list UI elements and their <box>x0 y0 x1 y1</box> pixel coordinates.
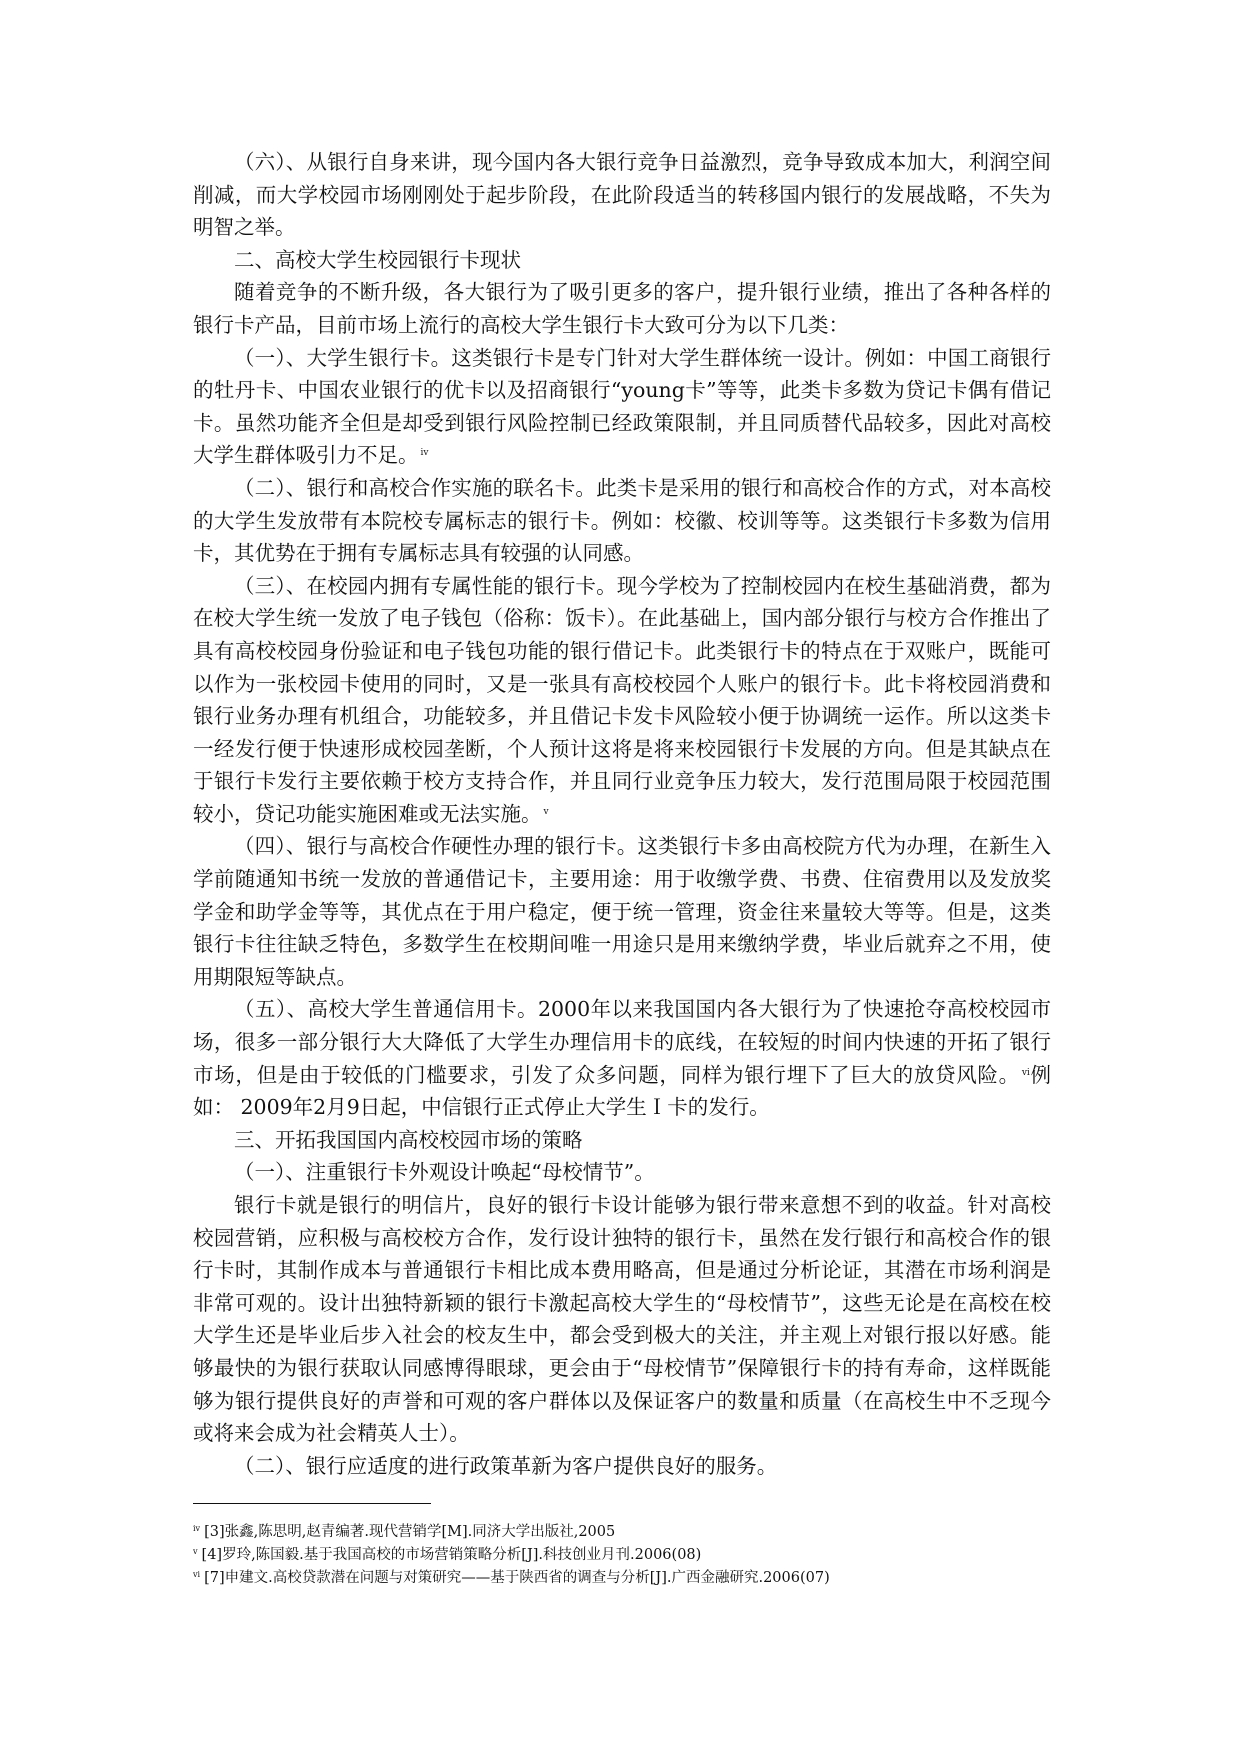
body-text <box>193 146 1051 1482</box>
footnote <box>193 1567 1093 1590</box>
paragraph: （四）、银行与高校合作硬性办理的银行卡。这类银行卡多由高校院方代为办理，在新生入学前随通知书统一发放的普通借记卡，主要用途：用于收缴学费、书费、住宿费用以及发放奖学金和助学金等等，其优点在于用户稳定，便于统一管理，资金往来量较大等等。但是，这类银行卡往往缺乏特色，多数学生在校期间唯一用途只是用来缴纳学费，毕业后就弃之不用，使用期限短等缺点。 <box>193 834 1051 989</box>
paragraph: 银行卡就是银行的明信片，良好的银行卡设计能够为银行带来意想不到的收益。针对高校校园营销，应积极与高校校方合作，发行设计独特的银行卡，虽然在发行银行和高校合作的银行卡时，其制作成本与普通银行卡相比成本费用略高，但是通过分析论证，其潜在市场利润是非常可观的。设计出独特新颖的银行卡激起高校大学生的“母校情节”，这些无论是在高校在校大学生还是毕业后步入社会的校友生中，都会受到极大的关注，并主观上对银行报以好感。能够最快的为银行获取认同感博得眼球，更会由于“母校情节”保障银行卡的持有寿命，这样既能够为银行提供良好的声誉和可观的客户群体以及保证客户的数量和质量（在高校生中不乏现今或将来会成为社会精英人士）。 <box>193 1193 1051 1446</box>
paragraph: （一）、大学生银行卡。这类银行卡是专门针对大学生群体统一设计。例如：中国工商银行的牡丹卡、中国农业银行的优卡以及招商银行“young卡”等等，此类卡多数为贷记卡偶有借记卡。虽然功能齐全但是却受到银行风险控制已经政策限制，并且同质替代品较多，因此对高校大学生群体吸引力不足。 $^{iv}$ <box>193 345 1051 468</box>
footnotes <box>193 1521 1093 1590</box>
footnote <box>193 1521 1093 1544</box>
paragraph: （五）、高校大学生普通信用卡。2000年以来我国国内各大银行为了快速抢夺高校校园市场，很多一部分银行大大降低了大学生办理信用卡的底线，在较短的时间内快速的开拓了银行市场，但是由于较低的门槛要求，引发了众多问题，同样为银行埋下了巨大的放贷风险。 $^{vi}$例如： 2009年2月9日起，中信银行正式停止大学生Ｉ卡的发行。 <box>193 997 1051 1120</box>
footnote-ref[interactable]: v <box>543 806 549 817</box>
footnote-mark: v <box>193 1547 198 1556</box>
footnote-mark: iv <box>193 1524 201 1533</box>
footnote-text: [7]申建文.高校贷款潜在问题与对策研究——基于陕西省的调查与分析[J].广西金融研究.2006(07) <box>204 1570 830 1586</box>
paragraph: （六）、从银行自身来讲，现今国内各大银行竞争日益激烈，竞争导致成本加大，利润空间削减，而大学校园市场刚刚处于起步阶段，在此阶段适当的转移国内银行的发展战略，不失为明智之举。 <box>193 150 1051 240</box>
footnote-mark: vi <box>193 1570 201 1579</box>
footnote <box>193 1544 1093 1567</box>
paragraph: （二）、银行和高校合作实施的联名卡。此类卡是采用的银行和高校合作的方式，对本高校的大学生发放带有本院校专属标志的银行卡。例如：校徽、校训等等。这类银行卡多数为信用卡，其优势在于拥有专属标志具有较强的认同感。 <box>193 475 1051 566</box>
paragraph: 随着竞争的不断升级，各大银行为了吸引更多的客户，提升银行业绩，推出了各种各样的银行卡产品，目前市场上流行的高校大学生银行卡大致可分为以下几类： <box>193 280 1051 337</box>
footnote-ref[interactable]: iv <box>420 448 429 459</box>
footnote-text: [3]张鑫,陈思明,赵青编著.现代营销学[M].同济大学出版社,2005 <box>204 1524 616 1540</box>
subsection-heading: （二）、银行应适度的进行政策革新为客户提供良好的服务。 <box>234 1453 778 1478</box>
section-heading: 三、开拓我国国内高校校园市场的策略 <box>234 1127 583 1152</box>
footnote-ref[interactable]: vi <box>1021 1067 1030 1078</box>
subsection-heading: （一）、注重银行卡外观设计唤起“母校情节”。 <box>234 1160 655 1185</box>
paragraph: （三）、在校园内拥有专属性能的银行卡。现今学校为了控制校园内在校生基础消费，都为在校大学生统一发放了电子钱包（俗称：饭卡）。在此基础上，国内部分银行与校方合作推出了具有高校校园身份验证和电子钱包功能的银行借记卡。此类银行卡的特点在于双账户，既能可以作为一张校园卡使用的同时，又是一张具有高校校园个人账户的银行卡。此卡将校园消费和银行业务办理有机组合，功能较多，并且借记卡发卡风险较小便于协调统一运作。所以这类卡一经发行便于快速形成校园垄断，个人预计这将是将来校园银行卡发展的方向。但是其缺点在于银行卡发行主要依赖于校方支持合作，并且同行业竞争压力较大，发行范围局限于校园范围较小，贷记功能实施困难或无法实施。 $^v$ <box>193 573 1051 826</box>
footnote-text: [4]罗玲,陈国毅.基于我国高校的市场营销策略分析[J].科技创业月刊.2006(08) <box>201 1547 702 1563</box>
footnote-separator <box>193 1503 431 1504</box>
section-heading: 二、高校大学生校园银行卡现状 <box>234 247 521 272</box>
